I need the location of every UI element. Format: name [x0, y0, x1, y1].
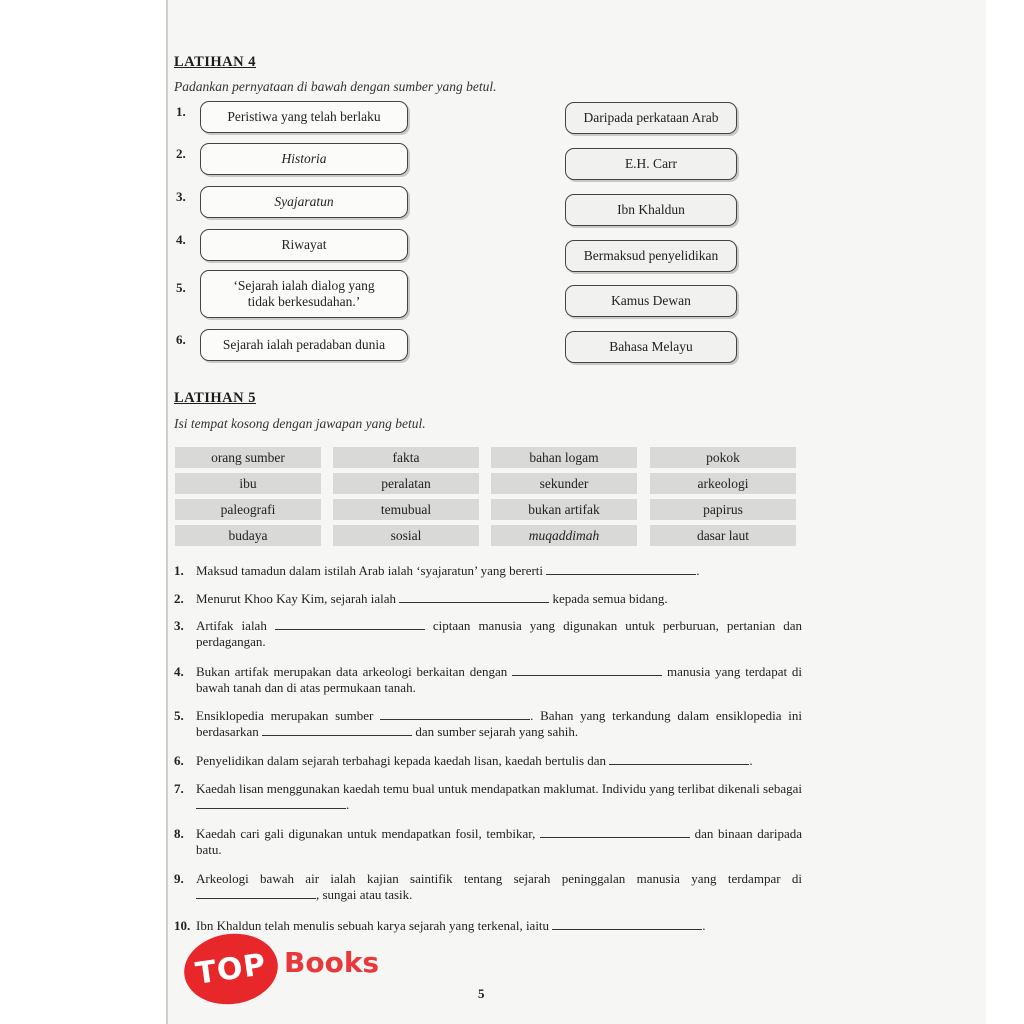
statement-box [200, 270, 408, 318]
answer-blank[interactable] [196, 888, 316, 899]
statement-number: 4. [176, 232, 186, 247]
question-text: Artifak ialah [196, 618, 267, 633]
answer-blank[interactable] [546, 564, 696, 575]
question-text: Ensiklopedia merupakan sumber [196, 708, 374, 723]
question-body [196, 781, 802, 813]
question-text: kepada semua bidang. [552, 591, 668, 606]
answer-blank[interactable] [552, 919, 702, 930]
answer-blank[interactable] [512, 665, 662, 676]
latihan4-instruction: Padankan pernyataan di bawah dengan sumber yang betul. [174, 79, 497, 94]
latihan5-title: LATIHAN 5 [174, 390, 256, 406]
question-item [174, 918, 802, 934]
statement-number: 1. [176, 104, 186, 119]
statement-text [223, 337, 385, 353]
statement-box [200, 186, 408, 218]
question-number: 9. [174, 871, 184, 886]
statement-box [200, 101, 408, 133]
statement-line: Syajaratun [274, 194, 334, 209]
question-number: 6. [174, 753, 184, 768]
question-item [174, 781, 802, 813]
statement-number: 6. [176, 332, 186, 347]
page-number: 5 [478, 986, 485, 1001]
question-item [174, 708, 802, 740]
question-text: dan binaan daripada batu. [196, 826, 802, 857]
statement-line: Peristiwa yang telah berlaku [227, 109, 381, 124]
question-number: 10. [174, 918, 191, 933]
question-item [174, 664, 802, 696]
answer-blank[interactable] [540, 827, 690, 838]
word-bank-item: muqaddimah [491, 525, 637, 546]
question-body [196, 563, 802, 579]
answer-blank[interactable] [399, 592, 549, 603]
question-body [196, 918, 802, 934]
source-box: Ibn Khaldun [565, 194, 737, 226]
word-bank-item: sosial [333, 525, 479, 546]
answer-blank[interactable] [380, 709, 530, 720]
statement-box [200, 143, 408, 175]
statement-text [282, 237, 327, 253]
statement-number: 5. [176, 280, 186, 295]
statement-number: 3. [176, 189, 186, 204]
statement-number: 2. [176, 146, 186, 161]
question-number: 3. [174, 618, 184, 633]
question-item [174, 591, 802, 607]
answer-blank[interactable] [196, 798, 346, 809]
question-text: ciptaan manusia yang digunakan untuk perburuan, pertanian dan perdagangan. [196, 618, 803, 649]
source-box: E.H. Carr [565, 148, 737, 180]
question-text: Arkeologi bawah air ialah kajian saintifik tentang sejarah peninggalan manusia yang terdampar di [196, 871, 802, 886]
question-number: 8. [174, 826, 184, 841]
question-body [196, 826, 802, 858]
latihan5-instruction: Isi tempat kosong dengan jawapan yang betul. [174, 416, 426, 431]
word-bank-item: papirus [650, 499, 796, 520]
topbooks-logo: TOP [180, 928, 283, 1010]
question-text: Maksud tamadun dalam istilah Arab ialah ‘syajaratun’ yang bererti [196, 563, 544, 578]
word-bank-item: dasar laut [650, 525, 796, 546]
question-text: Kaedah cari gali digunakan untuk mendapatkan fosil, tembikar, [196, 826, 536, 841]
statement-line: Sejarah ialah peradaban dunia [222, 337, 386, 352]
statement-line: tidak berkesudahan.’ [247, 294, 361, 309]
latihan4-title: LATIHAN 4 [174, 54, 256, 70]
question-body [196, 664, 802, 696]
statement-line: ‘Sejarah ialah dialog yang [233, 278, 375, 293]
question-text: dan sumber sejarah yang sahih. [415, 724, 579, 739]
word-bank-item: budaya [175, 525, 321, 546]
question-body [196, 708, 802, 740]
word-bank-item: orang sumber [175, 447, 321, 468]
question-item [174, 826, 802, 858]
answer-blank[interactable] [275, 619, 425, 630]
question-body [196, 618, 802, 650]
question-text: Kaedah lisan menggunakan kaedah temu bual untuk mendapatkan maklumat. Individu yang terlibat dikenali sebagai [196, 781, 802, 796]
word-bank-item: ibu [175, 473, 321, 494]
statement-text [227, 109, 380, 125]
question-number: 4. [174, 664, 184, 679]
question-body [196, 753, 802, 769]
source-box: Daripada perkataan Arab [565, 102, 737, 134]
question-item [174, 563, 802, 579]
word-bank-item: fakta [333, 447, 479, 468]
statement-line: Riwayat [281, 237, 327, 252]
question-text: . [749, 753, 753, 768]
page-spine [166, 0, 168, 1024]
question-number: 5. [174, 708, 184, 723]
statement-text [233, 278, 374, 310]
question-text: manusia yang terdapat di bawah tanah dan di atas permukaan tanah. [196, 664, 803, 695]
question-number: 7. [174, 781, 184, 796]
question-text: Ibn Khaldun telah menulis sebuah karya sejarah yang terkenal, iaitu [196, 918, 550, 933]
question-text: . [702, 918, 706, 933]
question-text: Bukan artifak merupakan data arkeologi berkaitan dengan [196, 664, 508, 679]
word-bank-item: pokok [650, 447, 796, 468]
source-box: Bermaksud penyelidikan [565, 240, 737, 272]
source-box: Kamus Dewan [565, 285, 737, 317]
question-item [174, 753, 802, 769]
statement-line: Historia [281, 151, 327, 166]
source-box: Bahasa Melayu [565, 331, 737, 363]
question-text: Menurut Khoo Kay Kim, sejarah ialah [196, 591, 397, 606]
answer-blank[interactable] [609, 754, 749, 765]
word-bank-item: peralatan [333, 473, 479, 494]
question-body [196, 591, 802, 607]
statement-text [274, 194, 333, 210]
word-bank-item: paleografi [175, 499, 321, 520]
answer-blank[interactable] [262, 725, 412, 736]
question-item [174, 871, 802, 903]
word-bank-item: arkeologi [650, 473, 796, 494]
word-bank-item: sekunder [491, 473, 637, 494]
word-bank-item: bahan logam [491, 447, 637, 468]
word-bank-item: temubual [333, 499, 479, 520]
question-text: . [696, 563, 700, 578]
statement-box [200, 229, 408, 261]
question-text: Penyelidikan dalam sejarah terbahagi kepada kaedah lisan, kaedah bertulis dan [196, 753, 607, 768]
question-text: . [346, 797, 350, 812]
question-body [196, 871, 802, 903]
question-number: 2. [174, 591, 184, 606]
word-bank-item: bukan artifak [491, 499, 637, 520]
statement-text [281, 151, 326, 167]
question-text: , sungai atau tasik. [316, 887, 413, 902]
question-item [174, 618, 802, 650]
statement-box [200, 329, 408, 361]
topbooks-logo-text: Books [284, 946, 380, 979]
question-number: 1. [174, 563, 184, 578]
question-text: . Bahan yang terkandung dalam ensiklopedia ini berdasarkan [196, 708, 803, 739]
